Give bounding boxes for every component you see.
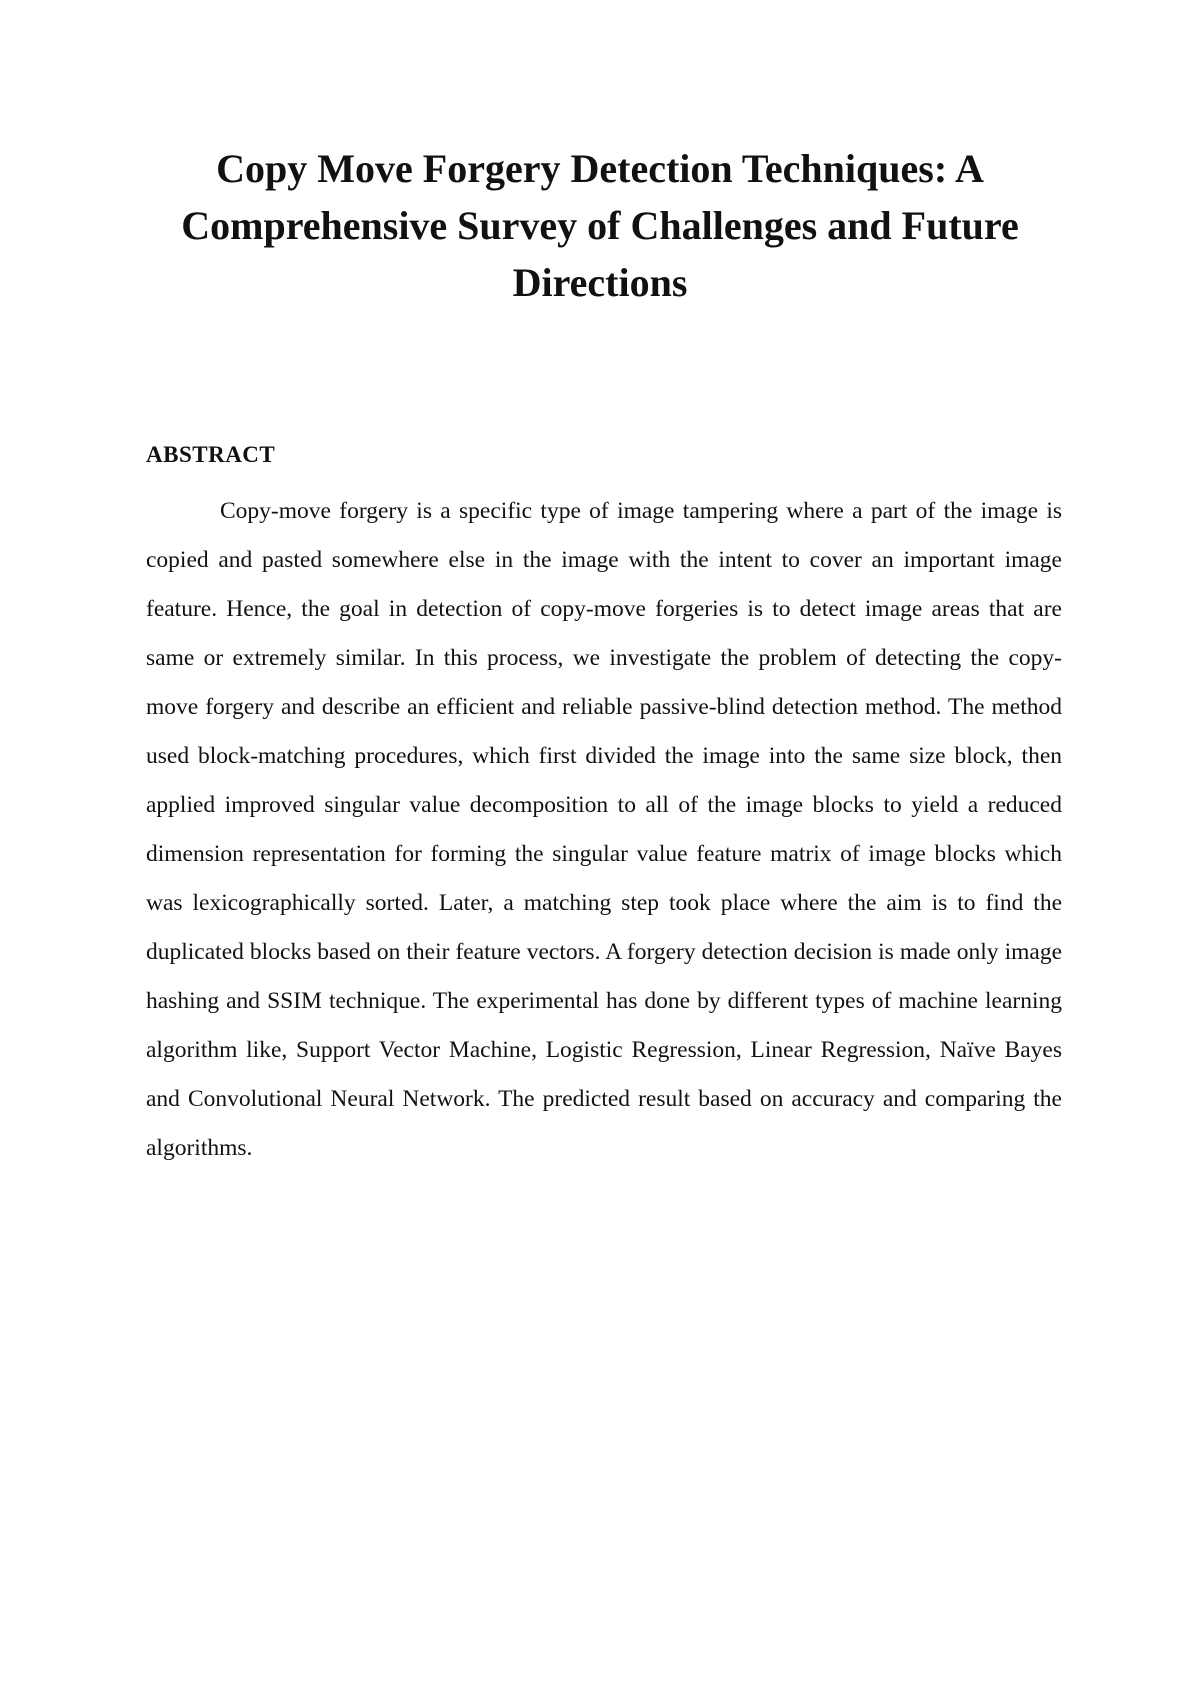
paper-title: Copy Move Forgery Detection Techniques: A Comprehensive Survey of Challenges and Future Directions xyxy=(181,146,1019,305)
abstract-paragraph: Copy-move forgery is a specific type of image tampering where a part of the image is copied and pasted somewhere else in the image with the intent to cover an important image feature. Hence, the goal in detection of copy-move forgeries is to detect image areas that are same or extremely similar. In this process, we investigate the problem of detecting the copy-move forgery and describe an efficient and reliable passive-blind detection method. The method used block-matching procedures, which first divided the image into the same size block, then applied improved singular value decomposition to all of the image blocks to yield a reduced dimension representation for forming the singular value feature matrix of image blocks which was lexicographically sorted. Later, a matching step took place where the aim is to find the duplicated blocks based on their feature vectors. A forgery detection decision is made only image hashing and SSIM technique. The experimental has done by different types of machine learning algorithm like, Support Vector Machine, Logistic Regression, Linear Regression, Naïve Bayes and Convolutional Neural Network. The predicted result based on accuracy and comparing the algorithms. xyxy=(146,498,1062,1161)
abstract-heading: ABSTRACT xyxy=(146,442,276,467)
